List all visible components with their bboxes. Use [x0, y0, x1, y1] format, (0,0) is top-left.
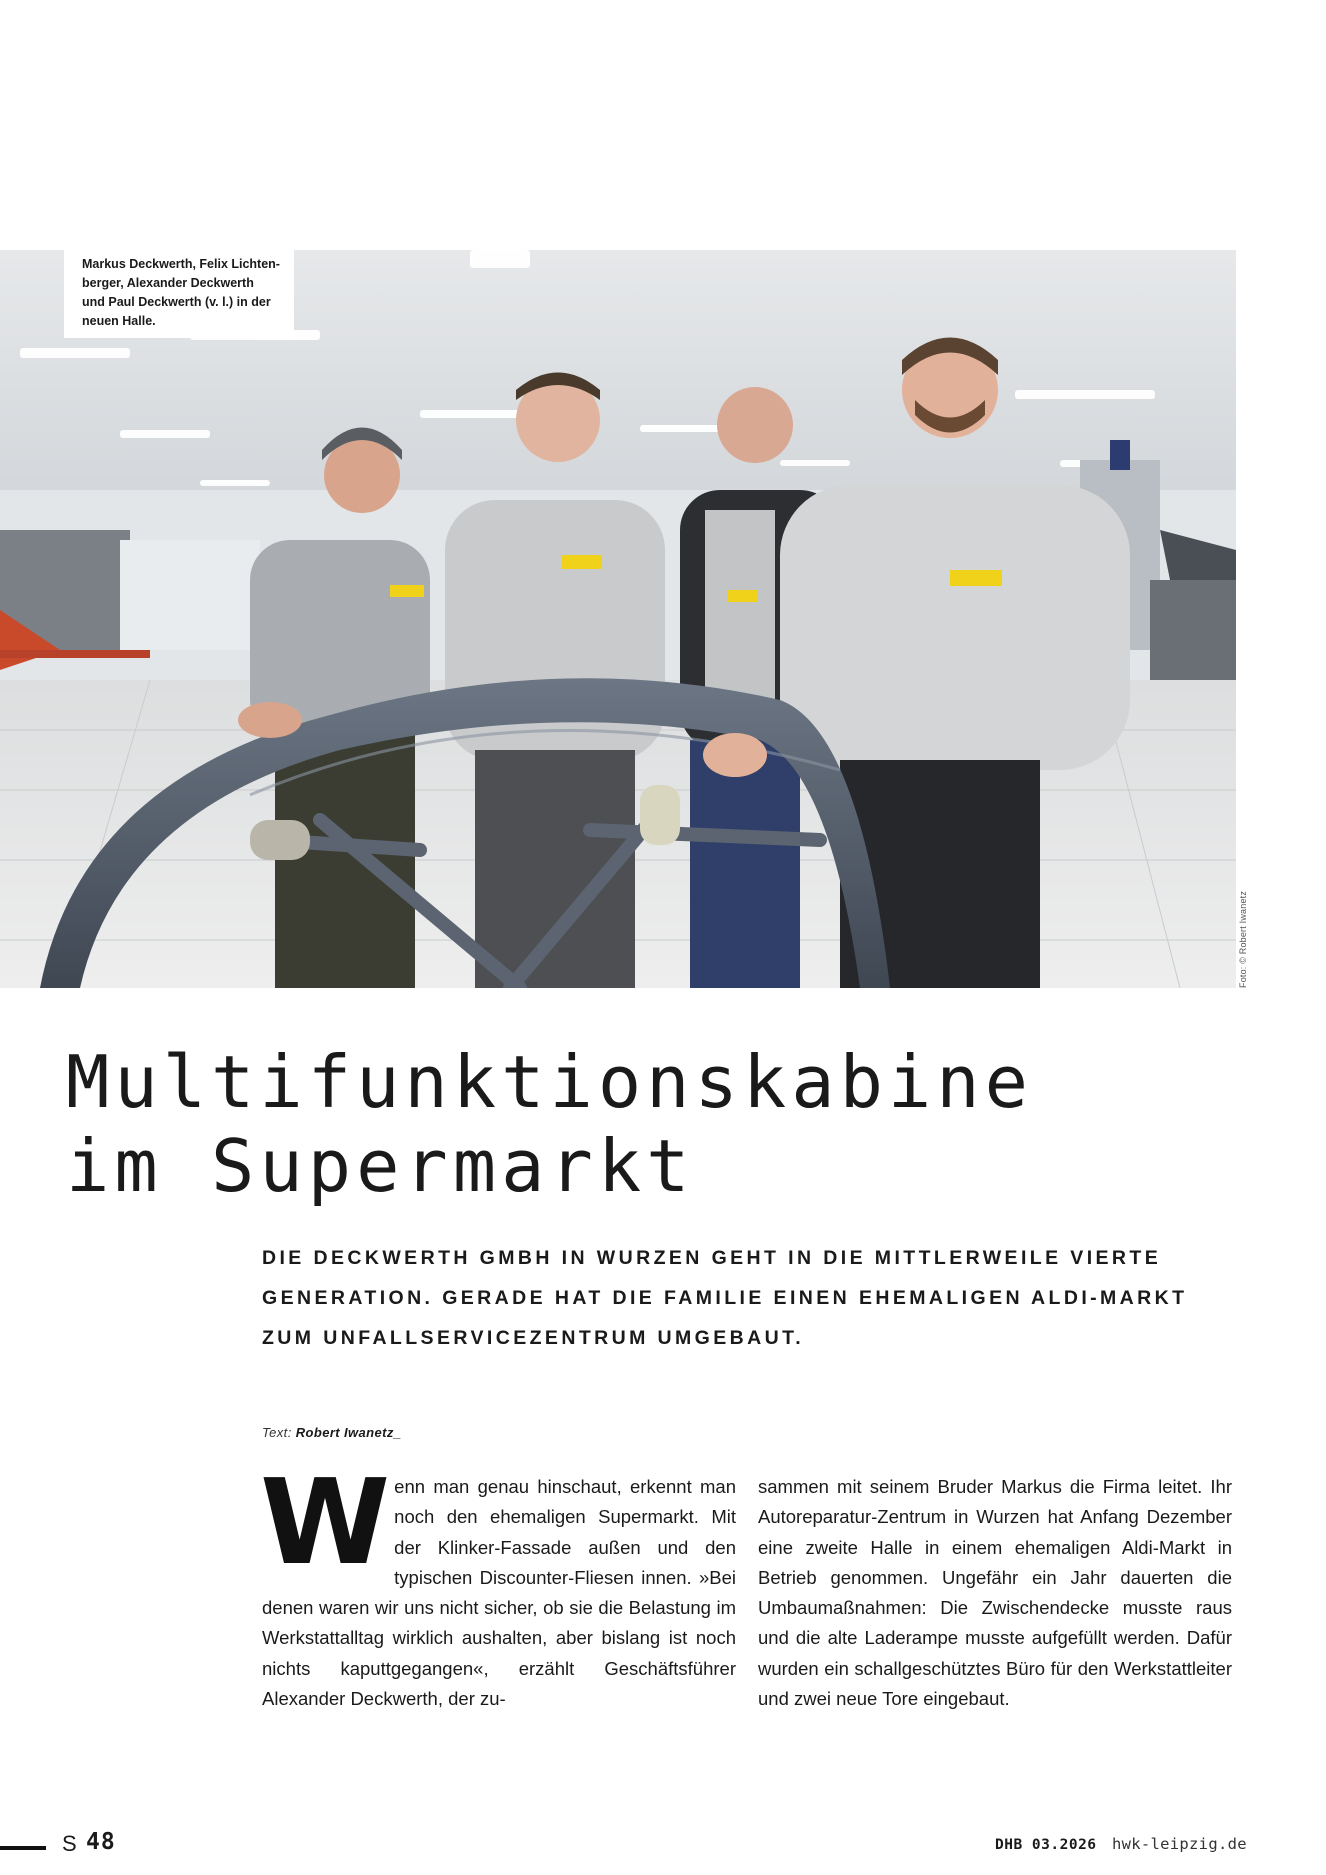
website-link[interactable]: hwk-leipzig.de [1112, 1835, 1247, 1853]
photo-credit: Foto: © Robert Iwanetz [1238, 890, 1248, 988]
article-headline [66, 1040, 1266, 1208]
footer-rule [0, 1846, 46, 1850]
author-byline [262, 1425, 401, 1440]
workshop-photo-illustration [0, 250, 1236, 988]
page-prefix: S [62, 1831, 77, 1856]
hero-photo [0, 250, 1236, 988]
caption-line: und Paul Deckwerth (v. l.) in der [82, 295, 271, 309]
lead-line-2: GENERATION. GERADE HAT DIE FAMILIE EINEN EHEMALIGEN ALDI-MARKT [262, 1287, 1188, 1309]
lead-line-3: ZUM UNFALLSERVICEZENTRUM UMGEBAUT. [262, 1327, 805, 1349]
photo-caption [64, 250, 294, 338]
caption-line: neuen Halle. [82, 314, 156, 328]
author-prefix: Text: [262, 1425, 292, 1440]
issue-label: DHB 03.2026 [995, 1837, 1097, 1853]
drop-cap: W [260, 1453, 385, 1591]
body-text-right: sammen mit seinem Bruder Markus die Firma leitet. Ihr Autoreparatur-Zentrum in Wurzen hat Anfang Dezember eine zweite Halle in einem ehemaligen Aldi-Markt in Betrieb genommen. Ungefähr ein Jahr dauerten die Umbaumaßnahmen: Die Zwischendecke musste raus und die alte Laderampe musste aufgefüllt werden. Dafür wurden ein schallgeschütztes Büro für den Werkstattleiter und zwei neue Tore eingebaut. [758, 1476, 1232, 1710]
headline-line-1: Multifunktionskabine [66, 1040, 1033, 1124]
author-name: Robert Iwanetz_ [295, 1425, 402, 1440]
caption-line: Markus Deckwerth, Felix Lichten- [82, 257, 280, 271]
page-number: 48 [86, 1829, 116, 1855]
caption-line: berger, Alexander Deckwerth [82, 276, 254, 290]
body-column-left [260, 1453, 736, 1714]
article-lead [262, 1238, 1188, 1358]
headline-line-2: im Supermarkt [66, 1124, 695, 1208]
lead-line-1: DIE DECKWERTH GMBH IN WURZEN GEHT IN DIE MITTLERWEILE VIERTE [262, 1247, 1162, 1269]
body-column-right [758, 1472, 1232, 1714]
body-text-left: enn man genau hinschaut, erkennt man noch den ehemaligen Supermarkt. Mit der Klinker-Fassade außen und den typischen Discounter-Fliesen innen. »Bei denen waren wir uns nicht sicher, ob sie die Belastung im Werkstattalltag wirklich aushalten, aber bislang ist noch nichts kaputtgegangen«, erzählt Geschäftsführer Alexander Deckwerth, der zu- [262, 1476, 736, 1710]
